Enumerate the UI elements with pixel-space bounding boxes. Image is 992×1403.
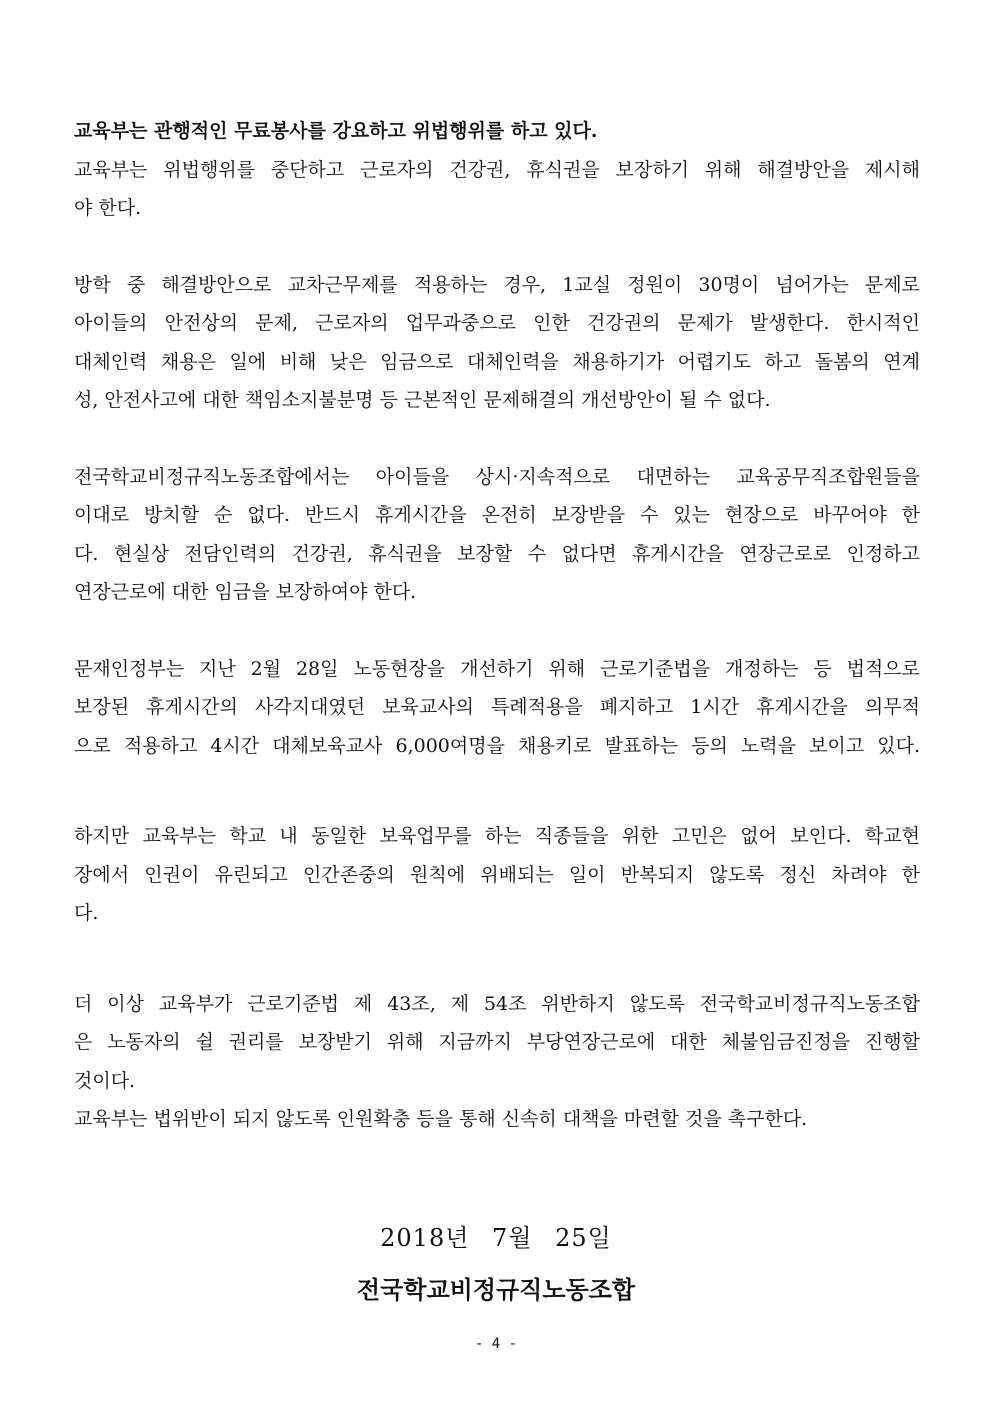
text-line: 전국학교비정규직노동조합에서는 아이들을 상시·지속적으로 대면하는 교육공무직조합원들을 [74, 465, 920, 488]
text-line: 보장된 휴게시간의 사각지대였던 보육교사의 특례적용을 폐지하고 1시간 휴게시간을 의무적 [74, 696, 920, 718]
text-line: 아이들의 안전상의 문제, 근로자의 업무과중으로 인한 건강권의 문제가 발생한다. 한시적인 [74, 312, 920, 334]
text-line: 하지만 교육부는 학교 내 동일한 보육업무를 하는 직종들을 위한 고민은 없어 보인다. 학교현 [74, 825, 920, 847]
text-line: 으로 적용하고 4시간 대체보육교사 6,000여명을 채용키로 발표하는 등의 노력을 보이고 있다. [74, 734, 920, 757]
text-line: 교육부는 법위반이 되지 않도록 인원확충 등을 통해 신속히 대책을 마련할 것을 촉구한다. [74, 1108, 808, 1130]
text-line: 야 한다. [74, 197, 142, 219]
paragraph-6 [74, 985, 920, 1139]
paragraph-gap [74, 228, 920, 266]
text-line: 대체인력 채용은 일에 비해 낮은 임금으로 대체인력을 채용하기가 어렵기도 하고 돌봄의 연계 [74, 350, 920, 373]
paragraph-2 [74, 266, 920, 420]
paragraph-gap [74, 420, 920, 458]
paragraph-3 [74, 458, 920, 612]
organization-name: 전국학교비정규직노동조합 [356, 1275, 636, 1304]
paragraph-gap [74, 765, 920, 817]
text-line: 다. 현실상 전담인력의 건강권, 휴식권을 보장할 수 없다면 휴게시간을 연장근로로 인정하고 [74, 542, 920, 565]
heading-line: 교육부는 관행적인 무료봉사를 강요하고 위법행위를 하고 있다. [74, 120, 598, 142]
text-line: 장에서 인권이 유린되고 인간존중의 원칙에 위배되는 일이 반복되지 않도록 정신 차려야 한 [74, 863, 920, 886]
paragraph-5 [74, 817, 920, 933]
page-number: - 4 - [474, 1336, 518, 1352]
paragraph-4 [74, 650, 920, 766]
document-body [74, 112, 920, 1139]
text-line: 더 이상 교육부가 근로기준법 제 43조, 제 54조 위반하지 않도록 전국학교비정규직노동조합 [74, 992, 920, 1015]
text-line: 문재인정부는 지난 2월 28일 노동현장을 개선하기 위해 근로기준법을 개정하는 등 법적으로 [74, 657, 920, 680]
text-line: 방학 중 해결방안으로 교차근무제를 적용하는 경우, 1교실 정원이 30명이 넘어가는 문제로 [74, 273, 920, 296]
paragraph-1 [74, 112, 920, 228]
text-line: 연장근로에 대한 임금을 보장하여야 한다. [74, 581, 417, 603]
text-line: 성, 안전사고에 대한 책임소지불분명 등 근본적인 문제해결의 개선방안이 될 수 없다. [74, 389, 771, 411]
text-line: 은 노동자의 쉴 권리를 보장받기 위해 지금까지 부당연장근로에 대한 체불임금진정을 진행할 [74, 1031, 920, 1053]
paragraph-gap [74, 933, 920, 985]
text-line: 이대로 방치할 순 없다. 반드시 휴게시간을 온전히 보장받을 수 있는 현장으로 바꾸어야 한 [74, 504, 920, 526]
text-line: 다. [74, 902, 99, 924]
text-line: 것이다. [74, 1069, 136, 1092]
text-line: 교육부는 위법행위를 중단하고 근로자의 건강권, 휴식권을 보장하기 위해 해결방안을 제시해 [74, 158, 920, 181]
paragraph-gap [74, 612, 920, 650]
document-date: 2018년 7월 25일 [380, 1224, 612, 1252]
